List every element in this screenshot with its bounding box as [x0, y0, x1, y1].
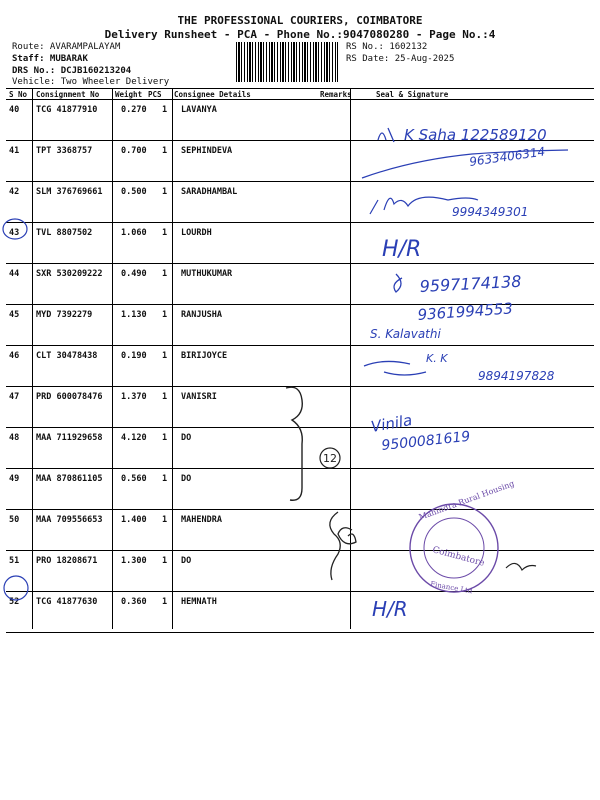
- handwriting-r48-phone: 9500081619: [380, 428, 472, 454]
- cell-sno: 51: [9, 556, 20, 566]
- table-row-border: [6, 222, 594, 223]
- cell-weight: 4.120: [121, 433, 147, 443]
- handwriting-r42: 9994349301: [452, 205, 529, 219]
- cell-consignment: MAA 711929658: [36, 433, 103, 443]
- cell-consignee: RANJUSHA: [181, 310, 222, 320]
- table-row-border: [6, 509, 594, 510]
- col-divider: [112, 88, 113, 629]
- cell-consignment: MYD 7392279: [36, 310, 93, 320]
- cell-consignee: DO: [181, 556, 192, 566]
- table-row-border: [6, 140, 594, 141]
- cell-pcs: 1: [162, 392, 168, 402]
- cell-consignee: DO: [181, 433, 192, 443]
- circled-note: [320, 448, 340, 468]
- col-divider: [350, 88, 351, 629]
- cell-pcs: 1: [162, 187, 168, 197]
- cell-consignee: SARADHAMBAL: [181, 187, 238, 197]
- cell-sno: 44: [9, 269, 20, 279]
- cell-pcs: 1: [162, 269, 168, 279]
- table-row-border: [6, 345, 594, 346]
- company-stamp: [410, 479, 515, 596]
- handwriting-r46-initials: K. K: [426, 352, 448, 365]
- cell-consignment: SXR 530209222: [36, 269, 103, 279]
- cell-consignment: TPT 3368757: [36, 146, 93, 156]
- cell-pcs: 1: [162, 310, 168, 320]
- cell-pcs: 1: [162, 474, 168, 484]
- company-title: THE PROFESSIONAL COURIERS, COIMBATORE: [177, 14, 423, 27]
- vehicle-label: Vehicle: Two Wheeler Delivery: [12, 77, 170, 87]
- cell-pcs: 1: [162, 597, 168, 607]
- cell-consignment: TVL 8807502: [36, 228, 93, 238]
- cell-pcs: 1: [162, 556, 168, 566]
- cell-consignee: SEPHINDEVA: [181, 146, 233, 156]
- handwriting-r48-name: Vinila: [369, 411, 414, 436]
- cell-sno: 48: [9, 433, 20, 443]
- cell-weight: 1.060: [121, 228, 147, 238]
- col-seal: Seal & Signature: [376, 90, 449, 99]
- cell-weight: 0.270: [121, 105, 147, 115]
- cell-weight: 0.560: [121, 474, 147, 484]
- table-row-border: [6, 632, 594, 633]
- col-consignment: Consignment No: [36, 90, 100, 99]
- cell-consignment: SLM 376769661: [36, 187, 103, 197]
- table-row-border: [6, 591, 594, 592]
- handwriting-r46-phone: 9894197828: [478, 369, 555, 383]
- col-consignee: Consignee Details: [174, 90, 251, 99]
- cell-weight: 0.360: [121, 597, 147, 607]
- cell-pcs: 1: [162, 433, 168, 443]
- cell-consignee: DO: [181, 474, 192, 484]
- cell-pcs: 1: [162, 515, 168, 525]
- handwriting-r45-phone: 9361994553: [417, 299, 514, 324]
- cell-consignment: MAA 870861105: [36, 474, 103, 484]
- cell-consignee: BIRIJOYCE: [181, 351, 228, 361]
- table-top-border: [6, 88, 594, 89]
- col-divider: [32, 88, 33, 629]
- cell-consignment: PRD 600078476: [36, 392, 103, 402]
- cell-consignment: MAA 709556653: [36, 515, 103, 525]
- table-row-border: [6, 304, 594, 305]
- cell-consignee: LAVANYA: [181, 105, 217, 115]
- cell-pcs: 1: [162, 228, 168, 238]
- col-remarks: Remarks: [320, 90, 352, 99]
- cell-weight: 0.490: [121, 269, 147, 279]
- cell-weight: 1.300: [121, 556, 147, 566]
- cell-sno: 47: [9, 392, 20, 402]
- cell-sno: 43: [9, 228, 20, 238]
- cell-pcs: 1: [162, 105, 168, 115]
- signature-scribble: [506, 563, 536, 570]
- cell-weight: 0.700: [121, 146, 147, 156]
- route-label: Route: AVARAMPALAYAM: [12, 42, 121, 52]
- barcode: [236, 42, 338, 82]
- staff-label: Staff: MUBARAK: [12, 54, 88, 64]
- cell-consignee: HEMNATH: [181, 597, 217, 607]
- signature-scribble: [330, 512, 356, 580]
- col-weight: Weight: [115, 90, 143, 99]
- cell-consignee: VANISRI: [181, 392, 217, 402]
- cell-sno: 49: [9, 474, 20, 484]
- handwriting-r41: 9633406314: [468, 144, 547, 169]
- stamp-text-top: Mahindra Rural Housing: [417, 478, 516, 522]
- cell-consignment: PRO 18208671: [36, 556, 98, 566]
- signature-scribble: [364, 361, 426, 375]
- cell-sno: 42: [9, 187, 20, 197]
- runsheet-subtitle: Delivery Runsheet - PCA - Phone No.:9047080280 - Page No.:4: [104, 28, 496, 41]
- header-bottom-border: [6, 99, 594, 100]
- cell-consignment: TCG 41877630: [36, 597, 98, 607]
- table-row-border: [6, 386, 594, 387]
- handwriting-r44: 9597174138: [419, 271, 522, 296]
- table-row-border: [6, 427, 594, 428]
- cell-consignment: CLT 30478438: [36, 351, 98, 361]
- table-row-border: [6, 468, 594, 469]
- rs-number: RS No.: 1602132: [346, 42, 428, 52]
- cell-sno: 40: [9, 105, 20, 115]
- cell-consignee: MAHENDRA: [181, 515, 222, 525]
- table-row-border: [6, 181, 594, 182]
- handwriting-r43: H/R: [382, 237, 422, 262]
- signature-scribble: [362, 150, 568, 178]
- cell-sno: 50: [9, 515, 20, 525]
- handwriting-r45-name: S. Kalavathi: [370, 327, 441, 341]
- cell-sno: 45: [9, 310, 20, 320]
- signature-scribble: [394, 274, 402, 292]
- cell-weight: 1.370: [121, 392, 147, 402]
- cell-sno: 46: [9, 351, 20, 361]
- cell-consignment: TCG 41877910: [36, 105, 98, 115]
- cell-consignee: MUTHUKUMAR: [181, 269, 233, 279]
- drs-number: DRS No.: DCJB160213204: [12, 66, 132, 76]
- handwriting-r52: H/R: [372, 597, 408, 621]
- cell-sno: 41: [9, 146, 20, 156]
- col-pcs: PCS: [148, 90, 162, 99]
- cell-weight: 1.400: [121, 515, 147, 525]
- cell-pcs: 1: [162, 146, 168, 156]
- rs-date: RS Date: 25-Aug-2025: [346, 54, 455, 64]
- cell-sno: 52: [9, 597, 20, 607]
- cell-weight: 0.500: [121, 187, 147, 197]
- stamp-text-bottom: Finance Ltd: [429, 580, 473, 596]
- table-row-border: [6, 263, 594, 264]
- col-sno: S No: [9, 90, 28, 99]
- cell-consignee: LOURDH: [181, 228, 212, 238]
- cell-weight: 1.130: [121, 310, 147, 320]
- bracket-mark: [286, 387, 302, 500]
- cell-weight: 0.190: [121, 351, 147, 361]
- bracket-note: 12: [323, 452, 337, 465]
- table-row-border: [6, 550, 594, 551]
- cell-pcs: 1: [162, 351, 168, 361]
- handwriting-r40: K Saha 122589120: [404, 126, 547, 144]
- signature-scribble: [370, 197, 478, 214]
- stamp-text-middle: Coimbatore: [431, 545, 486, 569]
- col-divider: [172, 88, 173, 629]
